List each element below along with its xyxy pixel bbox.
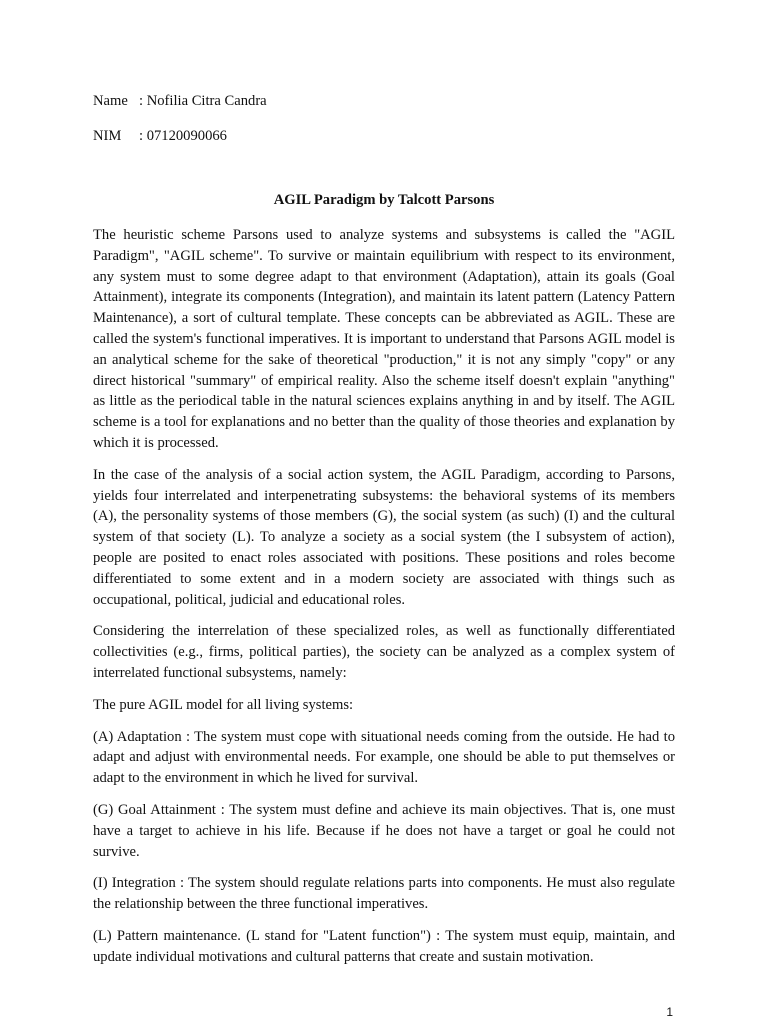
paragraph-intro: The heuristic scheme Parsons used to analyze systems and subsystems is called the "AGIL Paradigm", "AGIL scheme". To survive or maintain equilibrium with respect to its environment, any system must to some degree adapt to that environment (Adaptation), attain its goals (Goal Attainment), integrate its components (Integration), and maintain its latent pattern (Latency Pattern Maintenance), a sort of cultural template. These concepts can be abbreviated as AGIL. These are called the system's functional imperatives. It is important to understand that Parsons AGIL model is an analytical scheme for the sake of theoretical "production," it is not any simply "copy" or any direct historical "summary" of empirical reality. Also the scheme itself doesn't explain "anything" as little as the periodical table in the natural sciences explains anything in and by itself. The AGIL scheme is a tool for explanations and no better than the quality of those theories and explanation by which it is processed.: [93, 227, 675, 451]
document-body: [93, 225, 675, 979]
document-title: AGIL Paradigm by Talcott Parsons: [273, 192, 495, 208]
name-label: Name: [93, 93, 128, 109]
nim-value: : 07120090066: [139, 128, 227, 144]
paragraph-integration: (I) Integration : The system should regulate relations parts into components. He must also regulate the relationship between the three functional imperatives.: [93, 875, 675, 913]
name-row: [93, 93, 267, 110]
name-value: : Nofilia Citra Candra: [139, 93, 267, 109]
nim-row: [93, 128, 227, 145]
paragraph-adaptation: (A) Adaptation : The system must cope with situational needs coming from the outside. He had to adapt and adjust with environmental needs. For example, one should be able to put themselves or adapt to the environment in which he lived for survival.: [93, 728, 675, 787]
paragraph-pure-model: The pure AGIL model for all living systems:: [93, 696, 354, 713]
nim-label: NIM: [93, 128, 122, 144]
paragraph-pattern-maintenance: (L) Pattern maintenance. (L stand for "Latent function") : The system must equip, maintain, and update individual motivations and cultural patterns that create and sustain motivation.: [93, 927, 675, 965]
page-number: 1: [666, 1005, 673, 1019]
paragraph-interrelation: Considering the interrelation of these specialized roles, as well as functionally differentiated collectivities (e.g., firms, political parties), the society can be analyzed as a complex system of interrelated functional subsystems, namely:: [93, 623, 675, 681]
paragraph-social-action: In the case of the analysis of a social action system, the AGIL Paradigm, according to Parsons, yields four interrelated and interpenetrating subsystems: the behavioral systems of its members (A), the personality systems of those members (G), the social system (as such) (I) and the cultural system of that society (L). To analyze a society as a social system (the I subsystem of action), people are posited to enact roles associated with positions. These positions and roles become differentiated to some extent and in a modern society are associated with things such as occupational, political, judicial and educational roles.: [93, 466, 675, 608]
paragraph-goal-attainment: (G) Goal Attainment : The system must define and achieve its main objectives. That is, one must have a target to achieve in his life. Because if he does not have a target or goal he could not survive.: [93, 801, 675, 860]
